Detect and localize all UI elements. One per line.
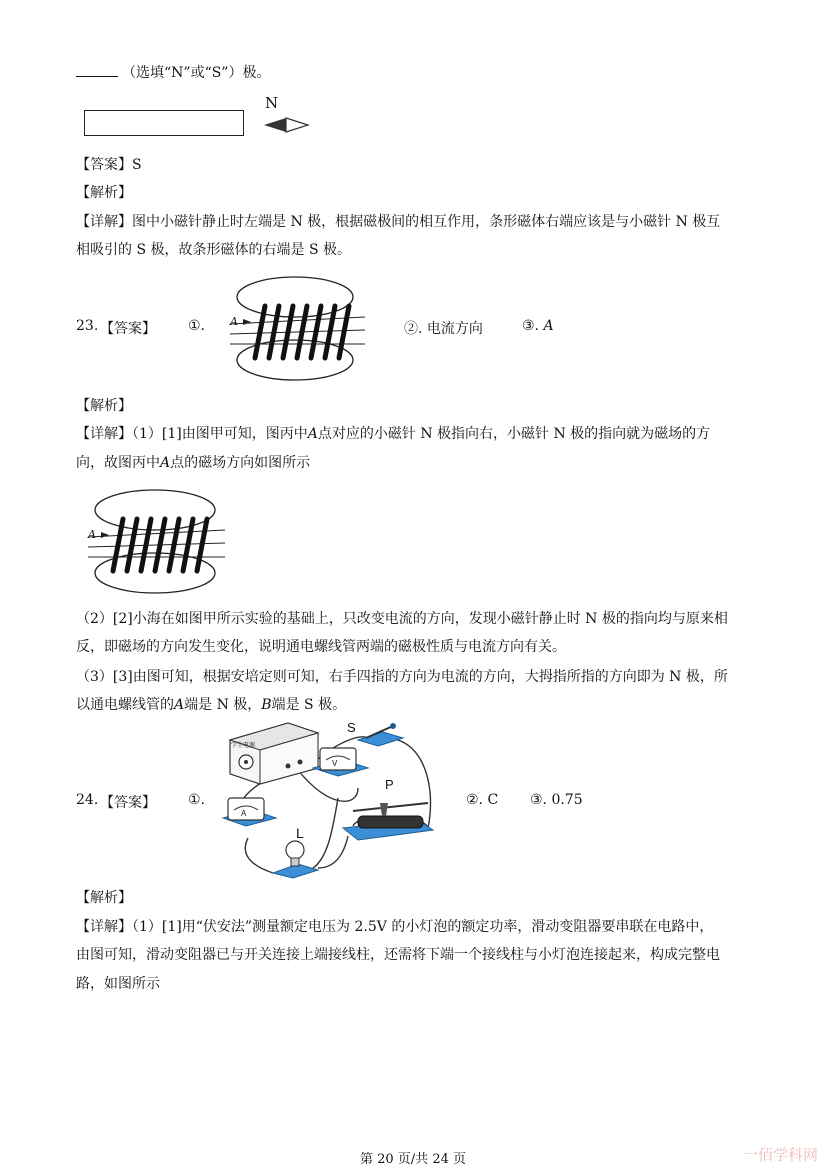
- text-run-italic: A: [160, 455, 171, 471]
- text-run: 以通电螺线管的: [76, 697, 174, 713]
- q23-analysis-heading: 【解析】: [76, 398, 132, 414]
- q24-detail-line2: 由图可知，滑动变阻器已与开关连接上端接线柱，还需将下端一个接线柱与小灯泡连接起来，构成完整电: [76, 947, 720, 963]
- text-run: 点的磁场方向如图所示: [170, 455, 311, 471]
- q24-detail-line1: 【详解】（1）[1]用“伏安法”测量额定电压为 2.5V 的小灯泡的额定功率，滑动变阻器要串联在电路中，: [76, 919, 714, 935]
- text-run-italic: A: [307, 426, 318, 442]
- q24-answer-tag: 【答案】: [100, 795, 156, 811]
- q23-part3-line1: （3）[3]由图可知，根据安培定则可知，右手四指的方向为电流的方向，大拇指所指的方向即为 N 极，所: [76, 669, 728, 685]
- q22-analysis-heading: 【解析】: [76, 185, 132, 201]
- q24-analysis-heading: 【解析】: [76, 890, 132, 906]
- q22-detail-line2: 相吸引的 S 极，故条形磁体的右端是 S 极。: [76, 242, 351, 258]
- q23-detail-line1: [76, 424, 710, 444]
- text-run: 向，故图丙中: [76, 455, 160, 471]
- text-run-italic: B: [261, 697, 272, 713]
- bar-magnet: [84, 110, 244, 136]
- lamp-label-l: L: [296, 825, 304, 841]
- q22-detail-line1: 【详解】图中小磁针静止时左端是 N 极，根据磁极间的相互作用，条形磁体右端应该是与小磁针 N 极互: [76, 214, 721, 230]
- q23-marker-2: ②. 电流方向: [404, 321, 483, 337]
- q23-part2-line2: 反，即磁场的方向发生变化，说明通电螺线管两端的磁极性质与电流方向有关。: [76, 639, 566, 655]
- solenoid-label-a: A: [230, 315, 238, 328]
- solenoid-field-label-a: A: [88, 528, 96, 541]
- q23-marker-1: ①.: [188, 318, 206, 334]
- q23-detail-line2: [76, 453, 310, 473]
- voltmeter-label-v: V: [332, 759, 338, 768]
- q24-marker-2: ②. C: [466, 792, 499, 808]
- page-number: 第 20 页/共 24 页: [360, 1152, 466, 1167]
- q23-part3-line2: [76, 695, 346, 715]
- compass-needle-icon: [262, 115, 312, 135]
- q22-prompt: [76, 62, 270, 83]
- solenoid-field-diagram: [83, 485, 233, 595]
- prompt-text: （选填“N”或“S”）极。: [122, 65, 271, 81]
- marker-3-value: A: [543, 318, 554, 334]
- q24-marker-3: ③. 0.75: [530, 792, 583, 808]
- text-run: 端是 S 极。: [271, 697, 347, 713]
- compass-label-n: N: [265, 94, 279, 112]
- q23-marker-3: [522, 318, 554, 334]
- text-run: 【详解】（1）[1]由图甲可知，图丙中: [76, 426, 308, 442]
- switch-label-s: S: [347, 720, 356, 735]
- text-run: 端是 N 极，: [184, 697, 262, 713]
- q24-detail-line3: 路，如图所示: [76, 976, 160, 992]
- power-supply-label: 学生电源: [231, 742, 256, 749]
- q23-part2-line1: （2）[2]小海在如图甲所示实验的基础上，只改变电流的方向，发现小磁针静止时 N 极的指向均与原来相: [76, 611, 728, 627]
- solenoid-diagram: [225, 272, 375, 382]
- ammeter-label-a: A: [241, 809, 247, 818]
- marker-3-prefix: ③.: [522, 318, 540, 334]
- watermark: 一佰学科网: [742, 1146, 818, 1164]
- text-run: 点对应的小磁针 N 极指向右，小磁针 N 极的指向就为磁场的方: [317, 426, 711, 442]
- q23-answer-tag: 【答案】: [100, 321, 156, 337]
- q24-number: 24.: [76, 792, 99, 808]
- q22-answer: 【答案】S: [76, 157, 142, 173]
- rheostat-label-p: P: [385, 777, 394, 792]
- text-run-italic: A: [174, 697, 185, 713]
- q24-marker-1: ①.: [188, 792, 206, 808]
- q23-number: 23.: [76, 318, 99, 334]
- answer-blank: [76, 62, 118, 77]
